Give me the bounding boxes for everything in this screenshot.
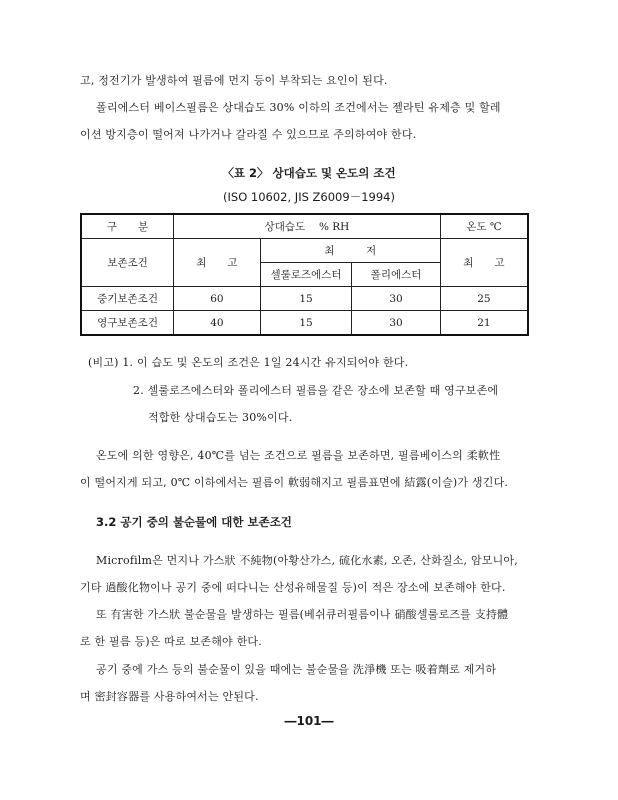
section-para3-line-1: 공기 중에 가스 등의 불순물이 있을 때에는 불순물을 洗淨機 또는 吸着劑로 제거하: [96, 663, 497, 676]
cell-max-humidity: 60: [174, 287, 261, 311]
table-title: 〈표 2〉 상대습도 및 온도의 조건: [222, 166, 396, 180]
table-row: [81, 311, 528, 336]
header-category: 구 분: [81, 214, 174, 239]
section-para3-line-2: 며 密封容器를 사용하여서는 안된다.: [80, 690, 259, 703]
header-max-humidity: 최 고: [174, 239, 261, 287]
header-temperature: 온도 ℃: [440, 214, 528, 239]
header-humidity: 상대습도 % RH: [174, 214, 441, 239]
temperature-line-2: 이 떨어지게 되고, 0℃ 이하에서는 필름이 軟弱해지고 필름표면에 結露(이슬)가 생긴다.: [80, 476, 509, 489]
row-label: 중기보존조건: [81, 287, 174, 311]
cell-max-temperature: 25: [440, 287, 528, 311]
cell-max-temperature: 21: [440, 311, 528, 336]
table-row: [81, 287, 528, 311]
intro-line-1: 고, 정전기가 발생하여 필름에 먼지 등이 부착되는 요인이 된다.: [80, 74, 388, 87]
section-para2-line-2: 로 한 필름 등)은 따로 보존해야 한다.: [80, 635, 262, 648]
cell-polyester: 30: [352, 311, 441, 336]
cell-cellulose-ester: 15: [260, 287, 352, 311]
table-header-row-2: [81, 239, 528, 263]
header-storage-condition: 보존조건: [81, 239, 174, 287]
page-number: ―101―: [284, 714, 334, 728]
row-label: 영구보존조건: [81, 311, 174, 336]
table-note-2-line-2: 적합한 상대습도는 30%이다.: [148, 411, 293, 424]
header-max-temperature: 최 고: [440, 239, 528, 287]
header-cellulose-ester: 셀룰로즈에스터: [260, 263, 352, 287]
table-note-2-line-1: 2. 셀룰로즈에스터와 폴리에스터 필름을 같은 장소에 보존할 때 영구보존에: [133, 384, 499, 397]
section-para2-line-1: 또 有害한 가스狀 불순물을 발생하는 필름(베쉬큐러필름이나 硝酸셀룰로즈를 支持體: [96, 608, 509, 621]
cell-polyester: 30: [352, 287, 441, 311]
temperature-line-1: 온도에 의한 영향은, 40℃를 넘는 조건으로 필름을 보존하면, 필름베이스의 柔軟性: [96, 449, 501, 462]
section-heading: 3.2 공기 중의 불순물에 대한 보존조건: [96, 515, 292, 529]
cell-max-humidity: 40: [174, 311, 261, 336]
header-polyester: 폴리에스터: [352, 263, 441, 287]
cell-cellulose-ester: 15: [260, 311, 352, 336]
table-note-1: (비고) 1. 이 습도 및 온도의 조건은 1일 24시간 유지되어야 한다.: [88, 356, 409, 369]
section-para1-line-1: Microfilm은 먼지나 가스狀 不純物(아황산가스, 硫化水素, 오존, 산화질소, 암모니아,: [96, 554, 518, 567]
table-header-row-1: [81, 214, 528, 239]
intro-line-2: 폴리에스터 베이스필름은 상대습도 30% 이하의 조건에서는 젤라틴 유제층 및 할레: [96, 101, 501, 114]
table-subtitle: (ISO 10602, JIS Z6009－1994): [223, 190, 395, 204]
conditions-table: [80, 213, 529, 336]
intro-line-3: 이션 방지층이 떨어져 나가거나 갈라질 수 있으므로 주의하여야 한다.: [80, 128, 417, 141]
section-para1-line-2: 기타 過酸化物이나 공기 중에 떠다니는 산성유해물질 등)이 적은 장소에 보존해야 한다.: [80, 581, 506, 594]
header-min-humidity: 최 저: [260, 239, 440, 263]
